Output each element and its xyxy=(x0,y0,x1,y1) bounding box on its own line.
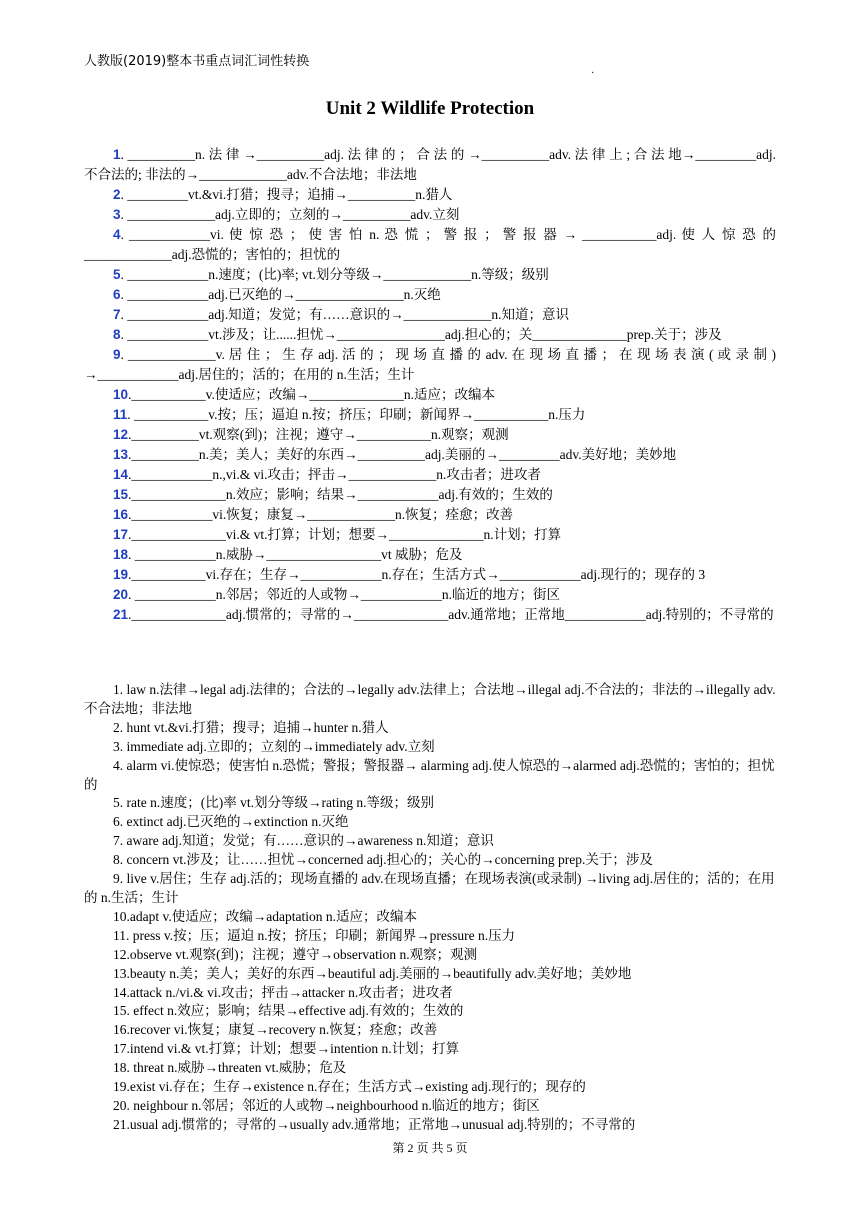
exercise-item xyxy=(84,225,776,265)
exercise-item xyxy=(84,425,776,445)
exercise-item xyxy=(84,545,776,565)
answer-item: 3. immediate adj.立即的；立刻的→immediately adv.立刻 xyxy=(113,738,435,754)
answer-item: 1. law n.法律→legal adj.法律的；合法的→legally adv.法律上；合法地→illegal adj.不合法的；非法的→illegally adv.不合法地；非法地 xyxy=(84,682,776,716)
exercise-item xyxy=(84,385,776,405)
answer-item: 12.observe vt.观察(到)；注视；遵守→observation n.观察；观测 xyxy=(113,946,478,962)
answer-item: 9. live v.居住；生存 adj.活的；现场直播的 adv.在现场直播；在现场表演(或录制) →living adj.居住的；活的；在用的 n.生活；生计 xyxy=(84,871,775,905)
exercise-text: .__________n.美；美人；美好的东西→__________adj.美丽的→_________adv.美好地；美妙地 xyxy=(128,447,677,462)
exercise-item xyxy=(84,565,776,585)
exercise-number: 4 xyxy=(113,227,121,242)
exercise-text: . ____________vi. 使 惊 恐 ； 使 害 怕 n. 恐 慌 ； 警 报 ； 警 报 器 → ___________adj. 使 人 惊 恐 的_____________adj.恐慌的；害怕的；担忧的 xyxy=(84,227,776,262)
exercise-item xyxy=(84,205,776,225)
answer-item: 10.adapt v.使适应；改编→adaptation n.适应；改编本 xyxy=(113,908,417,924)
exercise-number: 17 xyxy=(113,527,129,542)
answer-item: 11. press v.按；压；逼迫 n.按；挤压；印刷；新闻界→pressure n.压力 xyxy=(113,927,516,943)
exercise-number: 15 xyxy=(113,487,129,502)
exercise-number: 8 xyxy=(113,327,121,342)
exercise-item xyxy=(84,285,776,305)
document-header: 人教版(2019)整本书重点词汇词性转换 xyxy=(84,54,310,69)
exercise-text: . ___________v.按；压；逼迫 n.按；挤压；印刷；新闻界→___________n.压力 xyxy=(127,407,586,422)
answer-item: 19.exist vi.存在；生存→existence n.存在；生活方式→existing adj.现行的；现存的 xyxy=(113,1079,586,1095)
exercise-text: . __________n. 法 律 →__________adj. 法 律 的 ； 合 法 的 →__________adv. 法 律 上 ; 合 法 地→_________adj.不合法的; 非法的→_____________adv.不合法地；非法地 xyxy=(84,147,776,182)
answer-item: 20. neighbour n.邻居；邻近的人或物→neighbourhood n.临近的地方；街区 xyxy=(113,1097,540,1113)
answer-item: 15. effect n.效应；影响；结果→effective adj.有效的；生效的 xyxy=(113,1003,464,1019)
answer-item: 18. threat n.威胁→threaten vt.威胁；危及 xyxy=(113,1060,347,1076)
exercise-list xyxy=(84,145,776,625)
exercise-number: 21 xyxy=(113,607,129,622)
exercise-number: 7 xyxy=(113,307,121,322)
corner-mark: · xyxy=(591,68,595,79)
exercise-text: .____________vi.恢复；康复→_____________n.恢复；痊愈；改善 xyxy=(128,507,514,522)
exercise-item xyxy=(84,345,776,385)
exercise-text: .__________vt.观察(到)；注视；遵守→___________n.观察；观测 xyxy=(128,427,509,442)
answer-item: 6. extinct adj.已灭绝的→extinction n.灭绝 xyxy=(113,814,349,830)
exercise-text: . ____________n.速度；(比)率; vt.划分等级→_____________n.等级；级别 xyxy=(120,267,549,282)
exercise-text: .______________n.效应；影响；结果→____________adj.有效的；生效的 xyxy=(128,487,553,502)
exercise-item xyxy=(84,605,776,625)
exercise-item xyxy=(84,145,776,185)
exercise-text: . ____________vt.涉及；让......担忧→________________adj.担心的；关______________prep.关于；涉及 xyxy=(120,327,722,342)
exercise-number: 19 xyxy=(113,567,129,582)
exercise-item xyxy=(84,265,776,285)
answer-item: 7. aware adj.知道；发觉；有……意识的→awareness n.知道；意识 xyxy=(113,833,494,849)
exercise-text: . ____________adj.已灭绝的→________________n.灭绝 xyxy=(120,287,441,302)
exercise-number: 13 xyxy=(113,447,129,462)
exercise-number: 10 xyxy=(113,387,129,402)
answer-item: 16.recover vi.恢复；康复→recovery n.恢复；痊愈；改善 xyxy=(113,1022,438,1038)
exercise-number: 3 xyxy=(113,207,121,222)
exercise-number: 16 xyxy=(113,507,129,522)
answer-item: 17.intend vi.& vt.打算；计划；想要→intention n.计划；打算 xyxy=(113,1041,460,1057)
exercise-text: .______________adj.惯常的；寻常的→______________adv.通常地；正常地____________adj.特别的；不寻常的 xyxy=(128,607,774,622)
exercise-item xyxy=(84,525,776,545)
exercise-number: 2 xyxy=(113,187,121,202)
exercise-number: 20 xyxy=(113,587,129,602)
exercise-item xyxy=(84,445,776,465)
exercise-text: . _____________adj.立即的；立刻的→__________adv.立刻 xyxy=(120,207,460,222)
exercise-item xyxy=(84,325,776,345)
page-title: Unit 2 Wildlife Protection xyxy=(325,98,535,119)
exercise-number: 11 xyxy=(113,407,128,422)
exercise-number: 18 xyxy=(113,547,129,562)
exercise-item xyxy=(84,505,776,525)
answer-item: 13.beauty n.美；美人；美好的东西→beautiful adj.美丽的→beautifully adv.美好地；美妙地 xyxy=(113,965,632,981)
answer-item: 8. concern vt.涉及；让……担忧→concerned adj.担心的；关心的→concerning prep.关于；涉及 xyxy=(113,852,653,868)
exercise-text: . ____________n.威胁→_________________vt 威胁；危及 xyxy=(128,547,463,562)
answer-item: 21.usual adj.惯常的；寻常的→usually adv.通常地；正常地→unusual adj.特别的；不寻常的 xyxy=(113,1116,636,1132)
answer-item: 5. rate n.速度；(比)率 vt.划分等级→rating n.等级；级别 xyxy=(113,795,434,811)
exercise-item xyxy=(84,185,776,205)
exercise-number: 12 xyxy=(113,427,129,442)
exercise-number: 1 xyxy=(113,147,121,162)
exercise-item xyxy=(84,585,776,605)
exercise-number: 6 xyxy=(113,287,121,302)
exercise-text: . ____________adj.知道；发觉；有……意识的→_____________n.知道；意识 xyxy=(120,307,570,322)
answer-item: 2. hunt vt.&vi.打猎；搜寻；追捕→hunter n.猎人 xyxy=(113,719,389,735)
exercise-item xyxy=(84,465,776,485)
exercise-text: . _________vt.&vi.打猎；搜寻；追捕→__________n.猎人 xyxy=(120,187,453,202)
exercise-item xyxy=(84,405,776,425)
exercise-text: .___________vi.存在；生存→____________n.存在；生活方式→____________adj.现行的；现存的 3 xyxy=(128,567,706,582)
exercise-text: . ____________n.邻居；邻近的人或物→____________n.临近的地方；街区 xyxy=(128,587,561,602)
exercise-text: . _____________v. 居 住 ； 生 存 adj. 活 的 ； 现 场 直 播 的 adv. 在 现 场 直 播 ； 在 现 场 表 演 ( 或 录 制 ) →____________adj.居住的；活的；在用的 n.生活；生计 xyxy=(84,347,776,382)
exercise-number: 9 xyxy=(113,347,121,362)
exercise-number: 14 xyxy=(113,467,129,482)
exercise-number: 5 xyxy=(113,267,121,282)
exercise-text: .____________n.,vi.& vi.攻击；抨击→_____________n.攻击者；进攻者 xyxy=(128,467,541,482)
answer-item: 4. alarm vi.使惊恐；使害怕 n.恐慌；警报；警报器→ alarming adj.使人惊恐的→alarmed adj.恐慌的；害怕的；担忧的 xyxy=(84,757,775,792)
answer-list xyxy=(84,681,778,1135)
exercise-item xyxy=(84,485,776,505)
page-footer: 第 2 页 共 5 页 xyxy=(392,1141,468,1155)
exercise-text: .___________v.使适应；改编→______________n.适应；改编本 xyxy=(128,387,496,402)
answer-item: 14.attack n./vi.& vi.攻击；抨击→attacker n.攻击者；进攻者 xyxy=(113,984,453,1000)
exercise-text: .______________vi.& vt.打算；计划；想要→______________n.计划；打算 xyxy=(128,527,562,542)
exercise-item xyxy=(84,305,776,325)
